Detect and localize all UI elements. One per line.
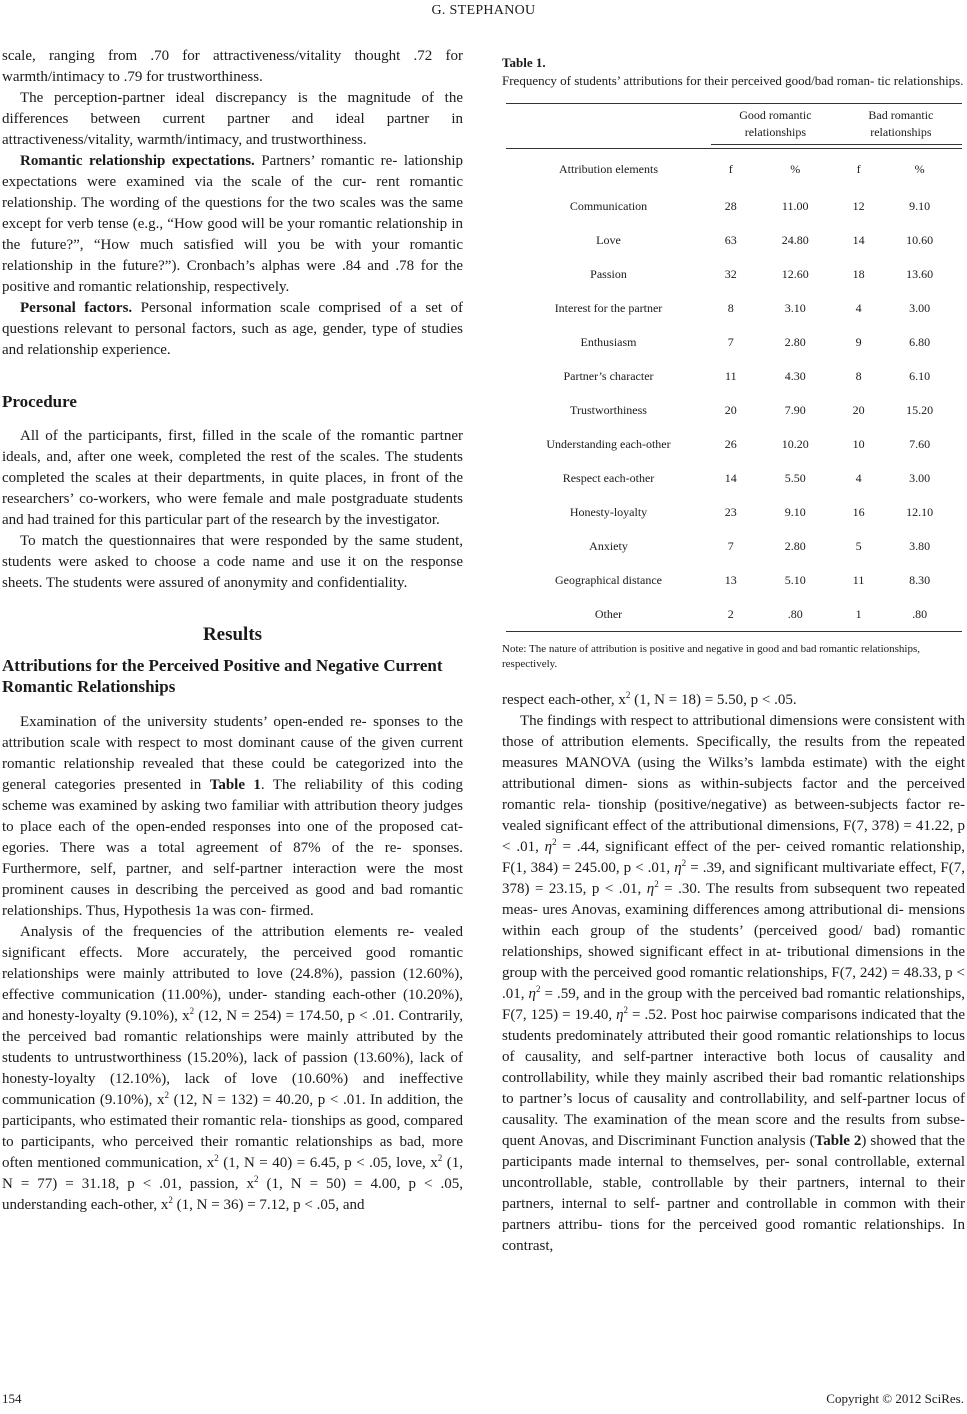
cell-attribution: Other <box>506 597 711 632</box>
cell-attribution: Respect each-other <box>562 470 655 485</box>
cell-good-percent: 11.00 <box>781 198 809 213</box>
column-header-attribution: Attribution elements <box>506 149 711 190</box>
cell-good-percent: 24.80 <box>781 232 809 247</box>
cell-bad-f: 1 <box>840 597 878 632</box>
cell-good-percent: 3.10 <box>784 300 806 315</box>
paragraph: The findings with respect to attributional dimensions were consistent with those of attribution elements. Specifically, the results from the repeated measures MANOVA (using the Wilks’s lambda estimate) with the eight attributional dimen- sions as within-subjects factor and the perceived romantic rela- tionship (positive/negative) as between-subjects factor re- vealed significant effect of the attributional dimensions, F(7, 378) = 41.22, p < .01, $\eta^2 = .44$, significant effect of the per- ceived romantic relationship, F(1, 384) = 245.00, p < .01, $\eta^2 = .39$, and significant multivariate effect, F(7, 378) = 23.15, p < .01, $\eta^2 = .30$. The results from subsequent two repeated meas- ures Anovas, examining differences among attributional di- mensions within each group of the students’ (perceived good/ bad) romantic relationships, showed significant effect in at- tributional dimensions in the group with the perceived good romantic relationships, F(7, 242) = 48.33, p < .01, $\eta^2 = .59$, and in the group with the perceived bad romantic relationships, F(7, 125) = 19.40, $\eta^2 = .52$. Post hoc pairwise comparisons indicated that the students predominately attributed their good romantic relationships to locus of causality, and self-partner interactive both locus of causality and controllability, while they mainly ascribed their bad romantic relationships to partner’s locus of causality and controllability, and self-partner locus of causality. The examination of the mean score and the results from subse- quent Anovas, and Discriminant Function analysis (Table 2) showed that the participants made internal to themselves, per- sonal controllable, external uncontrollable, stable, controllable by their partners, internal to their partners, internal to self- partner and controllable in common with their partners attribu- tions for the perceived good romantic relationships. In contrast, <box>502 713 965 1254</box>
table-row <box>506 461 962 495</box>
cell-good-percent: 5.10 <box>784 572 806 587</box>
cell-good-percent: .80 <box>751 597 840 632</box>
table-row <box>506 427 962 461</box>
right-column <box>502 46 965 1257</box>
table-row <box>506 393 962 427</box>
cell-bad-f: 18 <box>852 266 865 281</box>
cell-attribution: Enthusiasm <box>580 334 637 349</box>
table-group-header <box>506 104 962 149</box>
table-row <box>506 597 962 632</box>
left-column <box>2 46 463 1216</box>
table-row <box>506 563 962 597</box>
table-column-header <box>506 149 962 190</box>
cell-attribution: Trustworthiness <box>570 402 647 417</box>
page-number: 154 <box>2 1391 22 1406</box>
cell-bad-percent: 8.30 <box>909 572 931 587</box>
cell-good-percent: 7.90 <box>784 402 806 417</box>
cell-good-f: 7 <box>727 334 734 349</box>
cell-bad-f: 5 <box>855 538 862 553</box>
paragraph: respect each-other, $x^2$ (1, N = 18) = 5.50, p < .05. <box>502 690 797 708</box>
cell-bad-percent: .80 <box>877 597 962 632</box>
table-row <box>506 257 962 291</box>
cell-good-f: 11 <box>725 368 737 383</box>
paragraph <box>2 298 463 361</box>
group-header-bad: Bad romantic relationships <box>840 107 962 145</box>
cell-attribution: Communication <box>569 198 648 213</box>
cell-bad-percent: 7.60 <box>909 436 931 451</box>
cell-bad-percent: 3.80 <box>909 538 931 553</box>
paragraph: The perception-partner ideal discrepancy is the magnitude of the differences between current partner and ideal partner in attractiveness/vitality, warmth/intimacy, and trustworthiness. <box>2 90 463 148</box>
paragraph: scale, ranging from .70 for attractiveness/vitality thought .72 for warmth/intimacy to .79 for trustworthiness. <box>2 48 463 85</box>
section-heading-procedure: Procedure <box>2 392 77 411</box>
table-row <box>506 359 962 393</box>
paragraph: Analysis of the frequencies of the attribution elements re- vealed significant effects. More accurately, the perceived good romantic relationships were mainly attributed to love (24.8%), passion (12.60%), effective communication (11.00%), under- standing each-other (10.20%), and honesty-loyalty (9.10%), $x^2$ (12, N = 254) = 174.50, p < .01. Contrarily, the perceived bad romantic relationships were mainly attributed by the students to untrustworthiness (15.20%), lack of passion (13.60%), lack of honesty-loyalty (12.10%), lack of love (10.60%) and ineffective communication (9.10%), $x^2$ (12, N = 132) = 40.20, p < .01. In addition, the participants, who estimated their romantic rela- tionships as good, compared to participants, who perceived their romantic relationships as bad, more often mentioned communication, $x^2$ (1, N = 40) = 6.45, p < .05, love, $x^2$ (1, N = 77) = 31.18, p < .01, passion, $x^2$ (1, N = 50) = 4.00, p < .05, understanding each-other, $x^2$ (1, N = 36) = 7.12, p < .05, and <box>2 924 463 1213</box>
run-in-heading: Personal factors. <box>20 300 133 316</box>
cell-good-f: 26 <box>724 436 737 451</box>
cell-good-percent: 5.50 <box>784 470 806 485</box>
cell-good-f: 28 <box>724 198 737 213</box>
table-note: Note: The nature of attribution is positive and negative in good and bad romantic relationships, respectively. <box>502 643 921 670</box>
table-row <box>506 495 962 529</box>
column-header-f: f <box>711 149 751 190</box>
table-row <box>506 189 962 223</box>
table-row <box>506 325 962 359</box>
cell-bad-percent: 12.10 <box>906 504 934 519</box>
cell-good-f: 14 <box>724 470 737 485</box>
cell-bad-f: 10 <box>852 436 865 451</box>
table-reference: Table 2 <box>814 1133 862 1149</box>
cell-attribution: Passion <box>590 266 627 281</box>
cell-attribution: Geographical distance <box>555 572 662 587</box>
cell-bad-f: 4 <box>855 470 862 485</box>
copyright: Copyright © 2012 SciRes. <box>826 1391 964 1406</box>
column-header-f: f <box>840 149 878 190</box>
cell-bad-percent: 13.60 <box>906 266 934 281</box>
group-header-good: Good romantic relationships <box>711 107 840 145</box>
cell-bad-percent: 15.20 <box>906 402 934 417</box>
cell-bad-f: 16 <box>852 504 865 519</box>
paragraph: Examination of the university students’ open-ended re- sponses to the attribution scale with respect to most dominant cause of the given current romantic relationship revealed that these could be categorized into the general categories presented in Table 1. The reliability of this coding scheme was examined by asking two familiar with attribution theory judges to place each of the open-ended responses into one of the proposed cat- egories. There was a total agreement of 87% of the re- sponses. Furthermore, self, partner, and self-partner interaction were the most prominent causes in describing the perceived as good and bad romantic relationships. Thus, Hypothesis 1a was con- firmed. <box>2 714 464 919</box>
cell-bad-percent: 6.80 <box>909 334 931 349</box>
paragraph-text: Personal information scale comprised of a set of questions relevant to personal factors, such as age, gender, type of studies and relationship experience. <box>2 300 464 358</box>
cell-good-f: 2 <box>711 597 751 632</box>
cell-bad-percent: 10.60 <box>906 232 934 247</box>
cell-good-f: 8 <box>727 300 734 315</box>
cell-good-percent: 9.10 <box>784 504 806 519</box>
run-in-heading: Romantic relationship expectations. <box>20 153 255 169</box>
subsection-heading: Attributions for the Perceived Positive and Negative Current Romantic Relationships <box>2 656 443 696</box>
cell-attribution: Honesty-loyalty <box>569 504 648 519</box>
cell-bad-f: 8 <box>855 368 862 383</box>
column-header-percent: % <box>877 149 962 190</box>
cell-attribution: Partner’s character <box>563 368 654 383</box>
cell-good-f: 32 <box>724 266 737 281</box>
cell-bad-f: 9 <box>855 334 862 349</box>
running-head: G. STEPHANOU <box>431 3 536 18</box>
cell-bad-f: 11 <box>852 572 865 587</box>
cell-bad-f: 4 <box>855 300 862 315</box>
paragraph-text: Partners’ romantic re- lationship expectations were examined via the scale of the cur- rent romantic relationship. The wording of the questions for the two scales was the same except for verb tense (e.g., “How good will be your romantic relationship in the future?”, “How much satisfied will you be with your romantic relationship in the future?”). Cronbach’s alphas were .84 and .78 for the positive and romantic relationship, respectively. <box>2 153 463 295</box>
table-row <box>506 291 962 325</box>
cell-good-percent: 12.60 <box>781 266 809 281</box>
cell-good-percent: 10.20 <box>781 436 809 451</box>
cell-good-percent: 2.80 <box>784 538 806 553</box>
cell-attribution: Love <box>596 232 621 247</box>
cell-attribution: Understanding each-other <box>546 436 671 451</box>
paragraph: To match the questionnaires that were responded by the same student, students were asked to choose a code name and use it on the response sheets. The students were assured of anonymity and confidentiality. <box>2 533 463 591</box>
section-heading-results: Results <box>202 624 263 645</box>
paragraph <box>2 151 463 298</box>
cell-good-percent: 4.30 <box>784 368 806 383</box>
cell-bad-f: 14 <box>852 232 865 247</box>
cell-good-f: 7 <box>727 538 734 553</box>
cell-bad-f: 20 <box>852 402 865 417</box>
cell-bad-f: 12 <box>852 198 865 213</box>
cell-attribution: Anxiety <box>589 538 628 553</box>
cell-good-f: 63 <box>724 232 737 247</box>
cell-bad-percent: 3.00 <box>909 470 931 485</box>
table-title: Table 1. <box>502 55 546 70</box>
cell-good-f: 23 <box>724 504 737 519</box>
cell-bad-percent: 6.10 <box>909 368 931 383</box>
cell-good-f: 13 <box>724 572 737 587</box>
paragraph: All of the participants, first, filled in the scale of the romantic partner ideals, and, after one week, completed the rest of the scales. The students completed the scales at their departments, in quite places, in front of the researchers’ co-workers, who were female and male postgraduate students and had trained for this particular part of the research by the investigator. <box>2 428 463 528</box>
table-row <box>506 529 962 563</box>
cell-attribution: Interest for the partner <box>554 300 663 315</box>
table-row <box>506 223 962 257</box>
table-reference: Table 1 <box>209 777 261 793</box>
cell-bad-percent: 3.00 <box>909 300 931 315</box>
cell-good-percent: 2.80 <box>784 334 806 349</box>
column-header-percent: % <box>751 149 840 190</box>
table-1 <box>506 103 962 632</box>
table-caption: Frequency of students’ attributions for their perceived good/bad roman- tic relationships. <box>502 73 964 88</box>
cell-bad-percent: 9.10 <box>909 198 931 213</box>
cell-good-f: 20 <box>724 402 737 417</box>
